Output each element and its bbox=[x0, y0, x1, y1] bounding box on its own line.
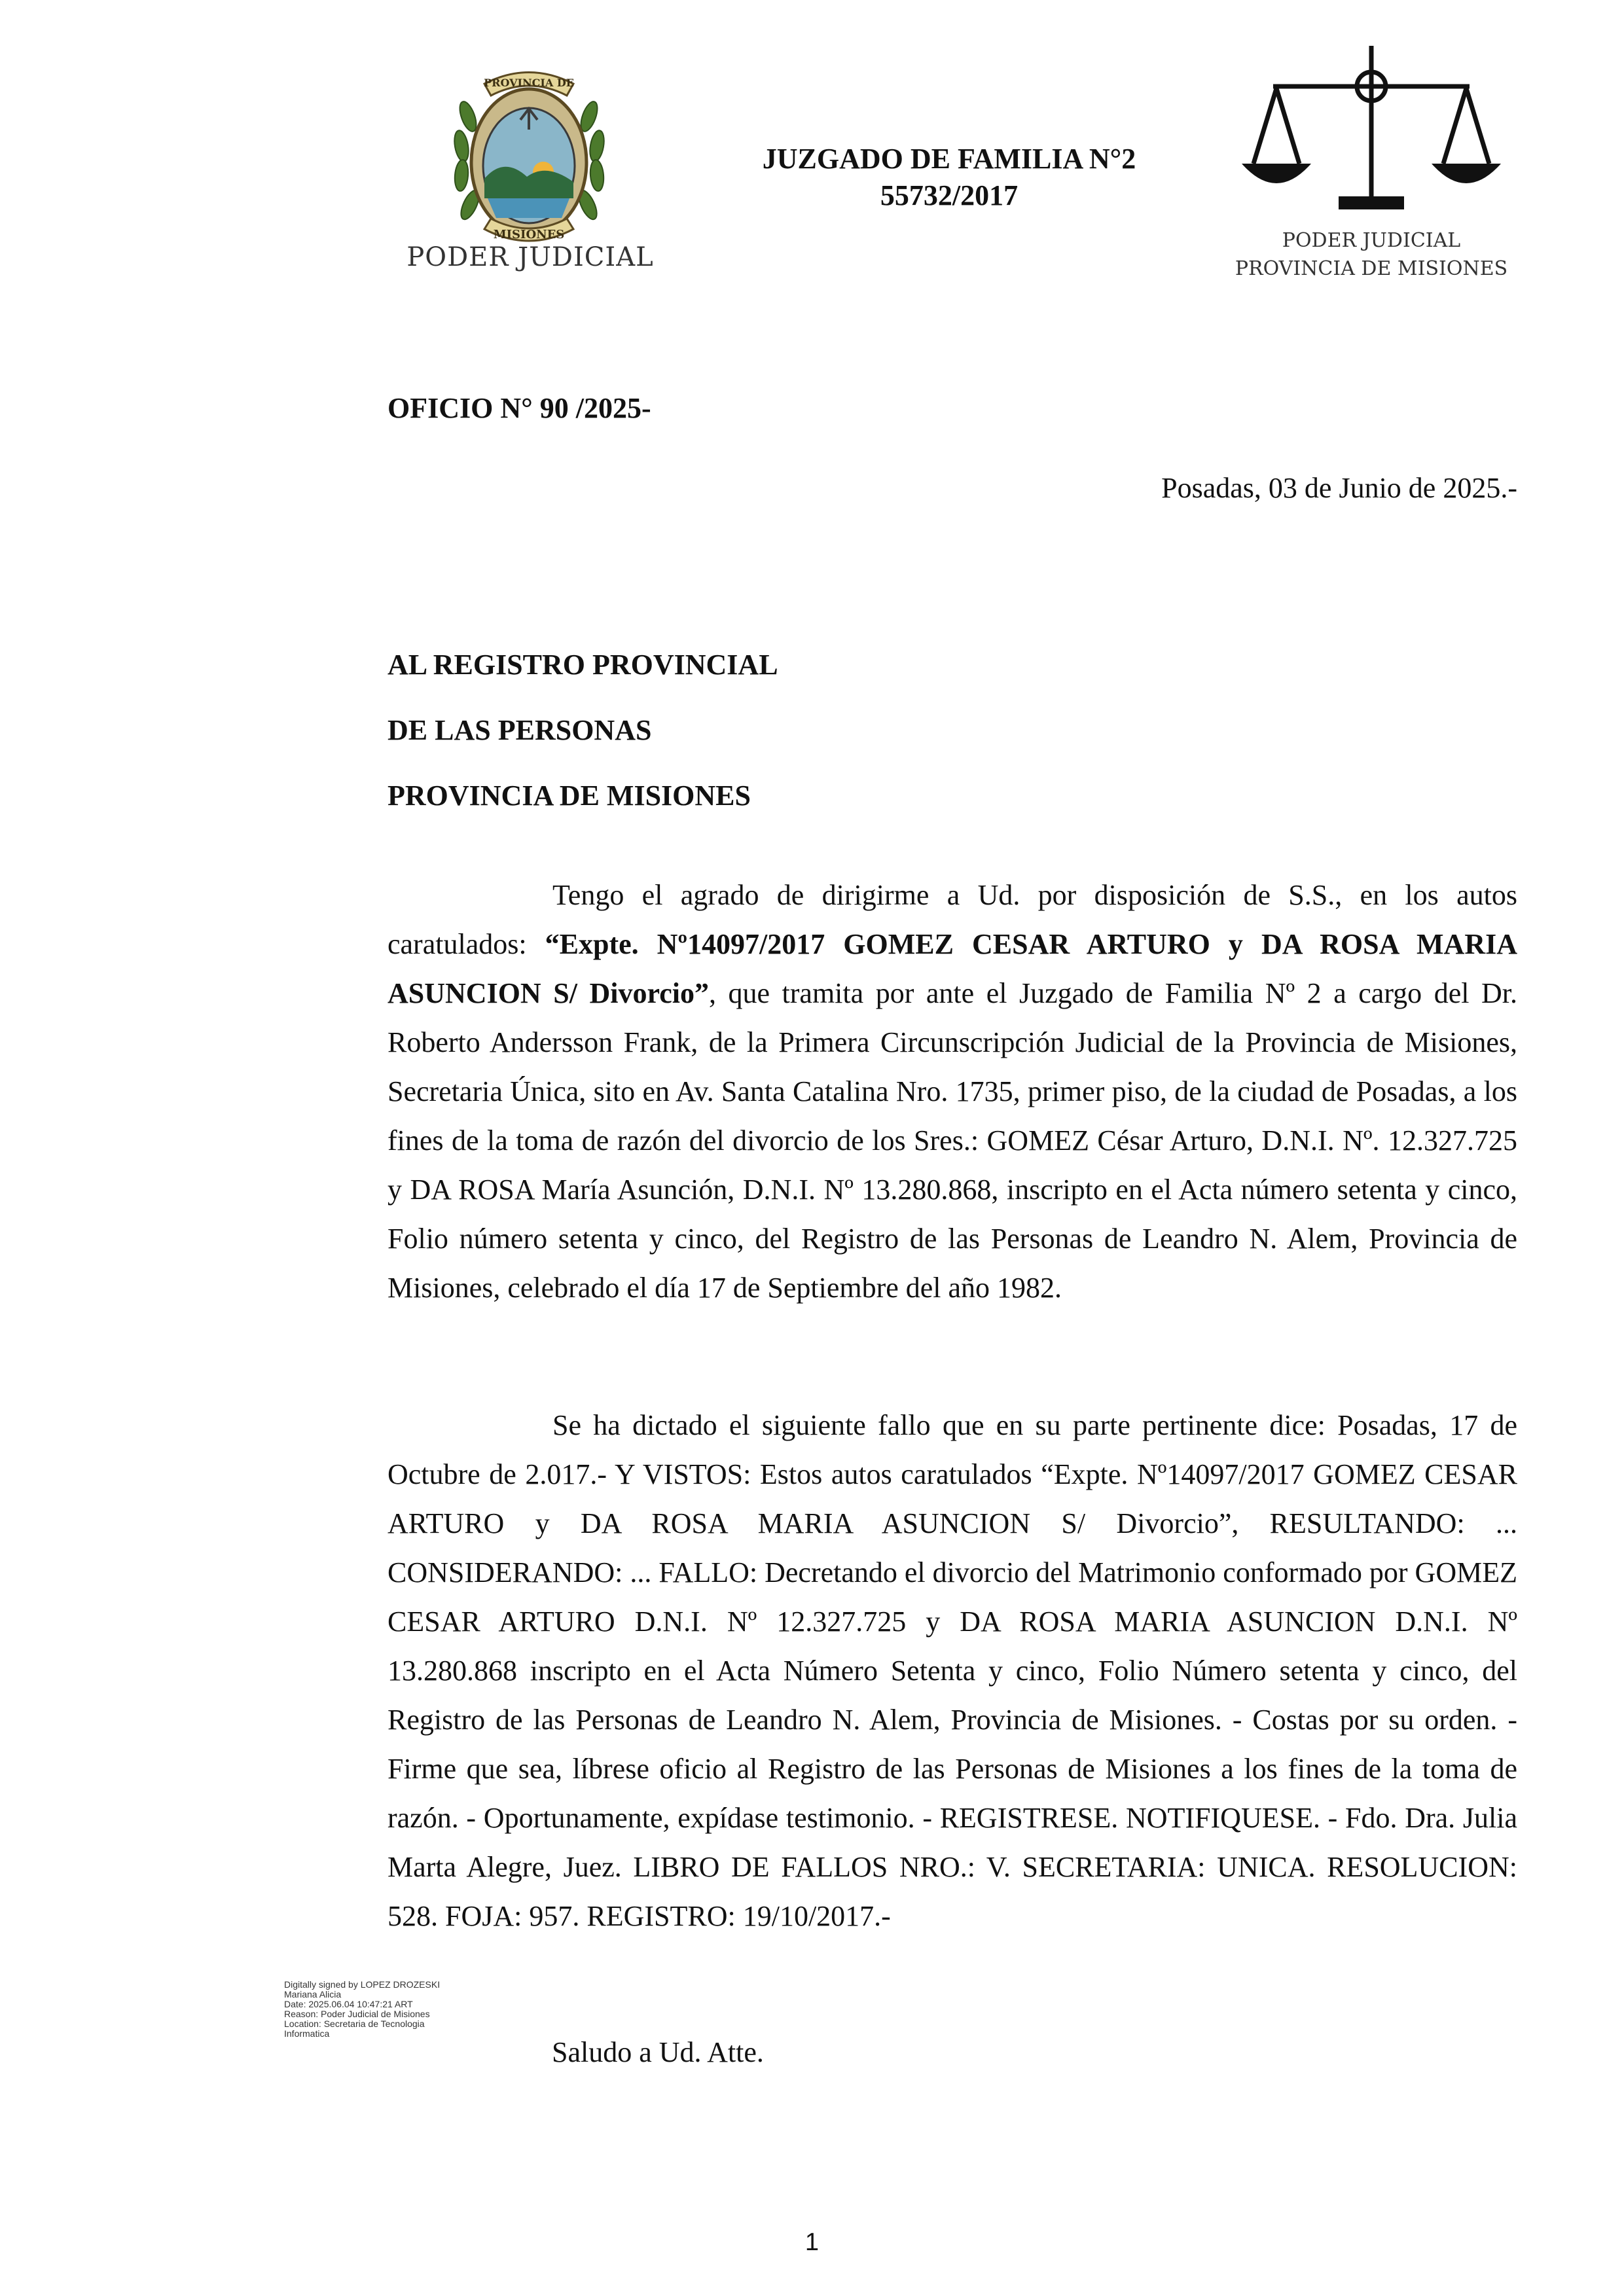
case-number: 55732/2017 bbox=[880, 179, 1019, 211]
paragraph-intro: Tengo el agrado de dirigirme a Ud. por disposición de S.S., en los autos caratulados: bbox=[388, 879, 1517, 960]
oficio-number: OFICIO N° 90 /2025- bbox=[388, 392, 651, 424]
digital-signature-stamp bbox=[284, 1980, 494, 2039]
ruling-text: Se ha dictado el siguiente fallo que en su parte pertinente dice: Posadas, 17 de Octubre de 2.017.- Y VISTOS: Estos autos caratulados “Expte. Nº14097/2017 GOMEZ CESAR ARTURO y DA ROSA MARIA ASUNCION S/ Divorcio”, RESULTANDO: ... CONSIDERANDO: ... FALLO: Decretando el divorcio del Matrimonio conformado por GOMEZ CESAR ARTURO D.N.I. Nº 12.327.725 y DA ROSA MARIA ASUNCION D.N.I. Nº 13.280.868 inscripto en el Acta Número Setenta y cinco, Folio Número setenta y cinco, del Registro de las Personas de Leandro N. Alem, Provincia de Misiones. - Costas por su orden. - Firme que sea, líbrese oficio al Registro de las Personas de Misiones a los fines de la toma de razón. - Oportunamente, expídase testimonio. - REGISTRESE. NOTIFIQUESE. - Fdo. Dra. Julia Marta Alegre, Juez. LIBRO DE FALLOS NRO.: V. SECRETARIA: UNICA. RESOLUCION: 528. FOJA: 957. REGISTRO: 19/10/2017.- bbox=[388, 1409, 1517, 1932]
signature-line: Digitally signed by LOPEZ DROZESKI bbox=[284, 1979, 441, 1990]
poder-judicial-logo-right bbox=[1227, 39, 1515, 288]
left-logo-caption: PODER JUDICIAL bbox=[406, 242, 654, 272]
right-logo-caption-line1: PODER JUDICIAL bbox=[1282, 229, 1461, 252]
recipient-line: DE LAS PERSONAS bbox=[388, 714, 652, 746]
svg-text:PROVINCIA DE: PROVINCIA DE bbox=[484, 77, 574, 89]
signature-line: Informatica bbox=[284, 2028, 330, 2039]
court-heading bbox=[655, 141, 1244, 214]
recipient-line: AL REGISTRO PROVINCIAL bbox=[388, 649, 778, 681]
signature-line: Date: 2025.06.04 10:47:21 ART bbox=[284, 1999, 413, 2009]
paragraph-details: , que tramita por ante el Juzgado de Familia Nº 2 a cargo del Dr. Roberto Andersson Frank, de la Primera Circunscripción Judicial de la Provincia de Misiones, Secretaria Única, sito en Av. Santa Catalina Nro. 1735, primer piso, de la ciudad de Posadas, a los fines de la toma de razón del divorcio de los Sres.: GOMEZ César Arturo, D.N.I. Nº. 12.327.725 y DA ROSA María Asunción, D.N.I. Nº 13.280.868, inscripto en el Acta número setenta y cinco, Folio número setenta y cinco, del Registro de las Personas de Leandro N. Alem, Provincia de Misiones, celebrado el día 17 de Septiembre del año 1982. bbox=[388, 977, 1517, 1304]
court-title: JUZGADO DE FAMILIA N°2 bbox=[762, 143, 1136, 175]
case-title: “Expte. Nº14097/2017 GOMEZ CESAR ARTURO y DA ROSA MARIA ASUNCION S/ Divorcio” bbox=[388, 928, 1517, 1009]
poder-judicial-logo-left bbox=[393, 58, 668, 287]
recipient-line: PROVINCIA DE MISIONES bbox=[388, 780, 751, 812]
page-number: 1 bbox=[804, 2229, 820, 2256]
paragraph-notification bbox=[388, 870, 1517, 1312]
signature-line: Reason: Poder Judicial de Misiones bbox=[284, 2009, 430, 2019]
svg-text:MISIONES: MISIONES bbox=[493, 228, 565, 242]
scales-of-justice-icon bbox=[1227, 39, 1515, 236]
signature-line: Location: Secretaria de Tecnologia bbox=[284, 2018, 425, 2029]
signature-line: Mariana Alicia bbox=[284, 1989, 342, 2000]
paragraph-ruling bbox=[388, 1401, 1517, 1941]
closing-salutation: Saludo a Ud. Atte. bbox=[552, 2036, 764, 2068]
document-date: Posadas, 03 de Junio de 2025.- bbox=[1161, 472, 1517, 504]
right-logo-caption-line2: PROVINCIA DE MISIONES bbox=[1235, 257, 1508, 280]
provincia-de-misiones-seal-icon bbox=[393, 58, 668, 254]
